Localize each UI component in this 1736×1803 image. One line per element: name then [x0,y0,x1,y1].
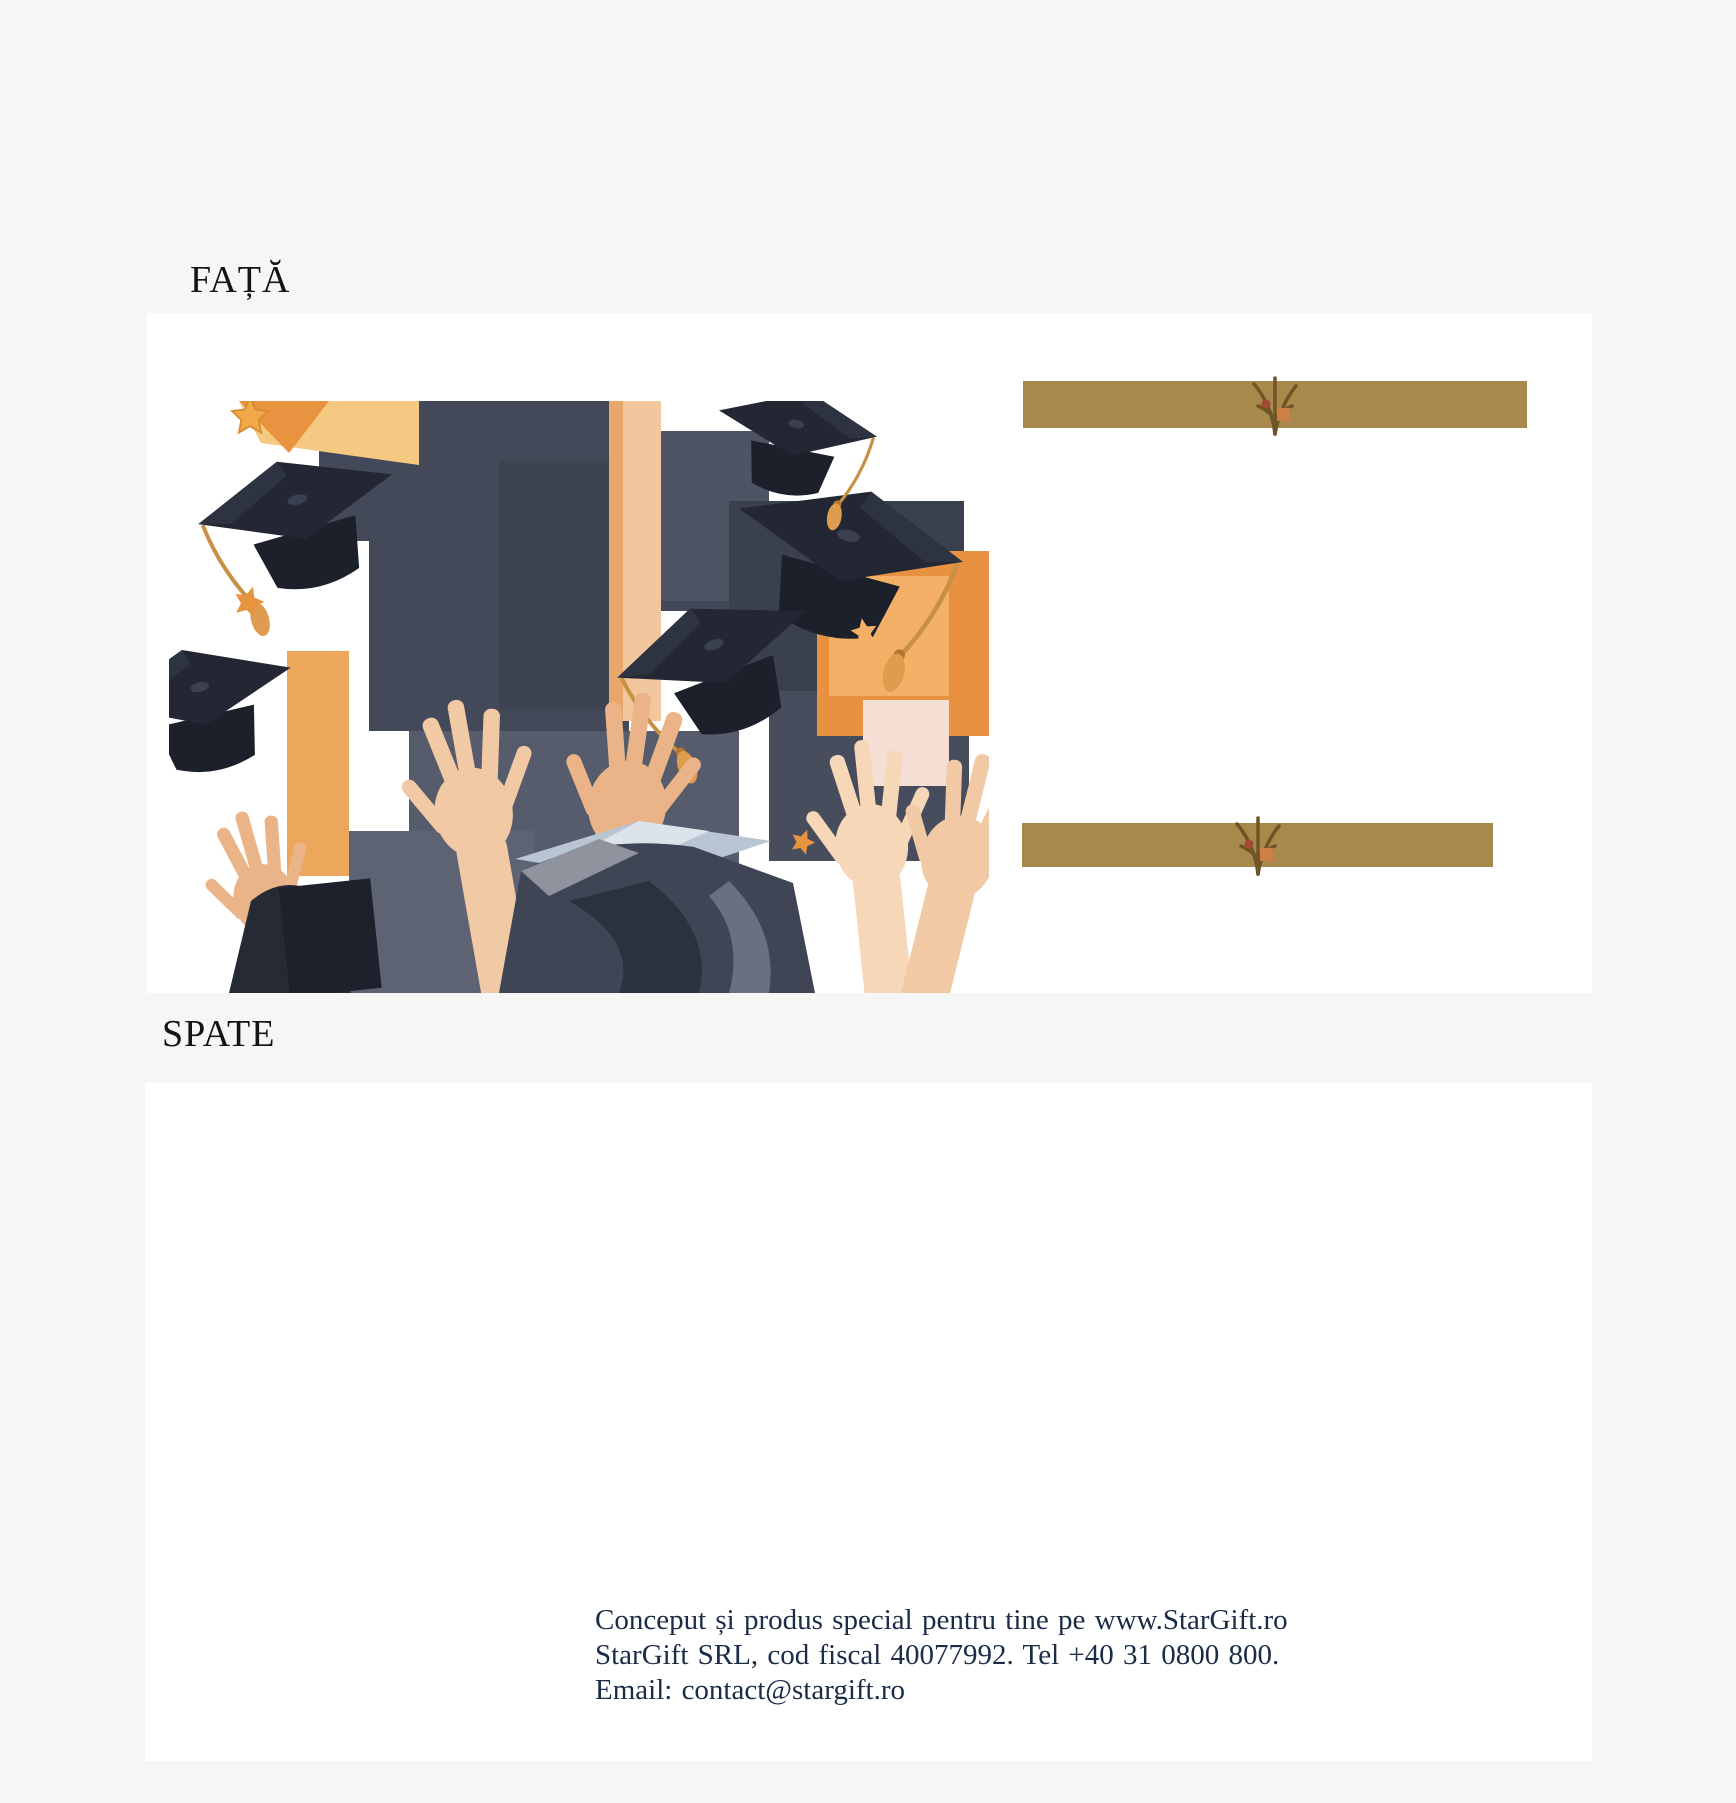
footer-line-website: Conceput și produs special pentru tine pe www.StarGift.ro [595,1604,1288,1636]
front-card [147,313,1592,993]
footer-line-email: Email: contact@stargift.ro [595,1674,906,1706]
back-card [145,1083,1592,1761]
back-side-label: SPATE [162,1013,276,1055]
footer-contact-text [595,1603,1288,1708]
front-side-label: FAȚĂ [190,259,291,301]
footer-line-company: StarGift SRL, cod fiscal 40077992. Tel +40 31 0800 800. [595,1639,1280,1671]
gold-foil-bar-bottom [1022,823,1493,867]
laurel-sprig-icon [1229,814,1287,876]
laurel-sprig-icon [1246,374,1304,436]
gold-foil-bar-top [1023,381,1527,428]
graduation-illustration [169,401,989,993]
